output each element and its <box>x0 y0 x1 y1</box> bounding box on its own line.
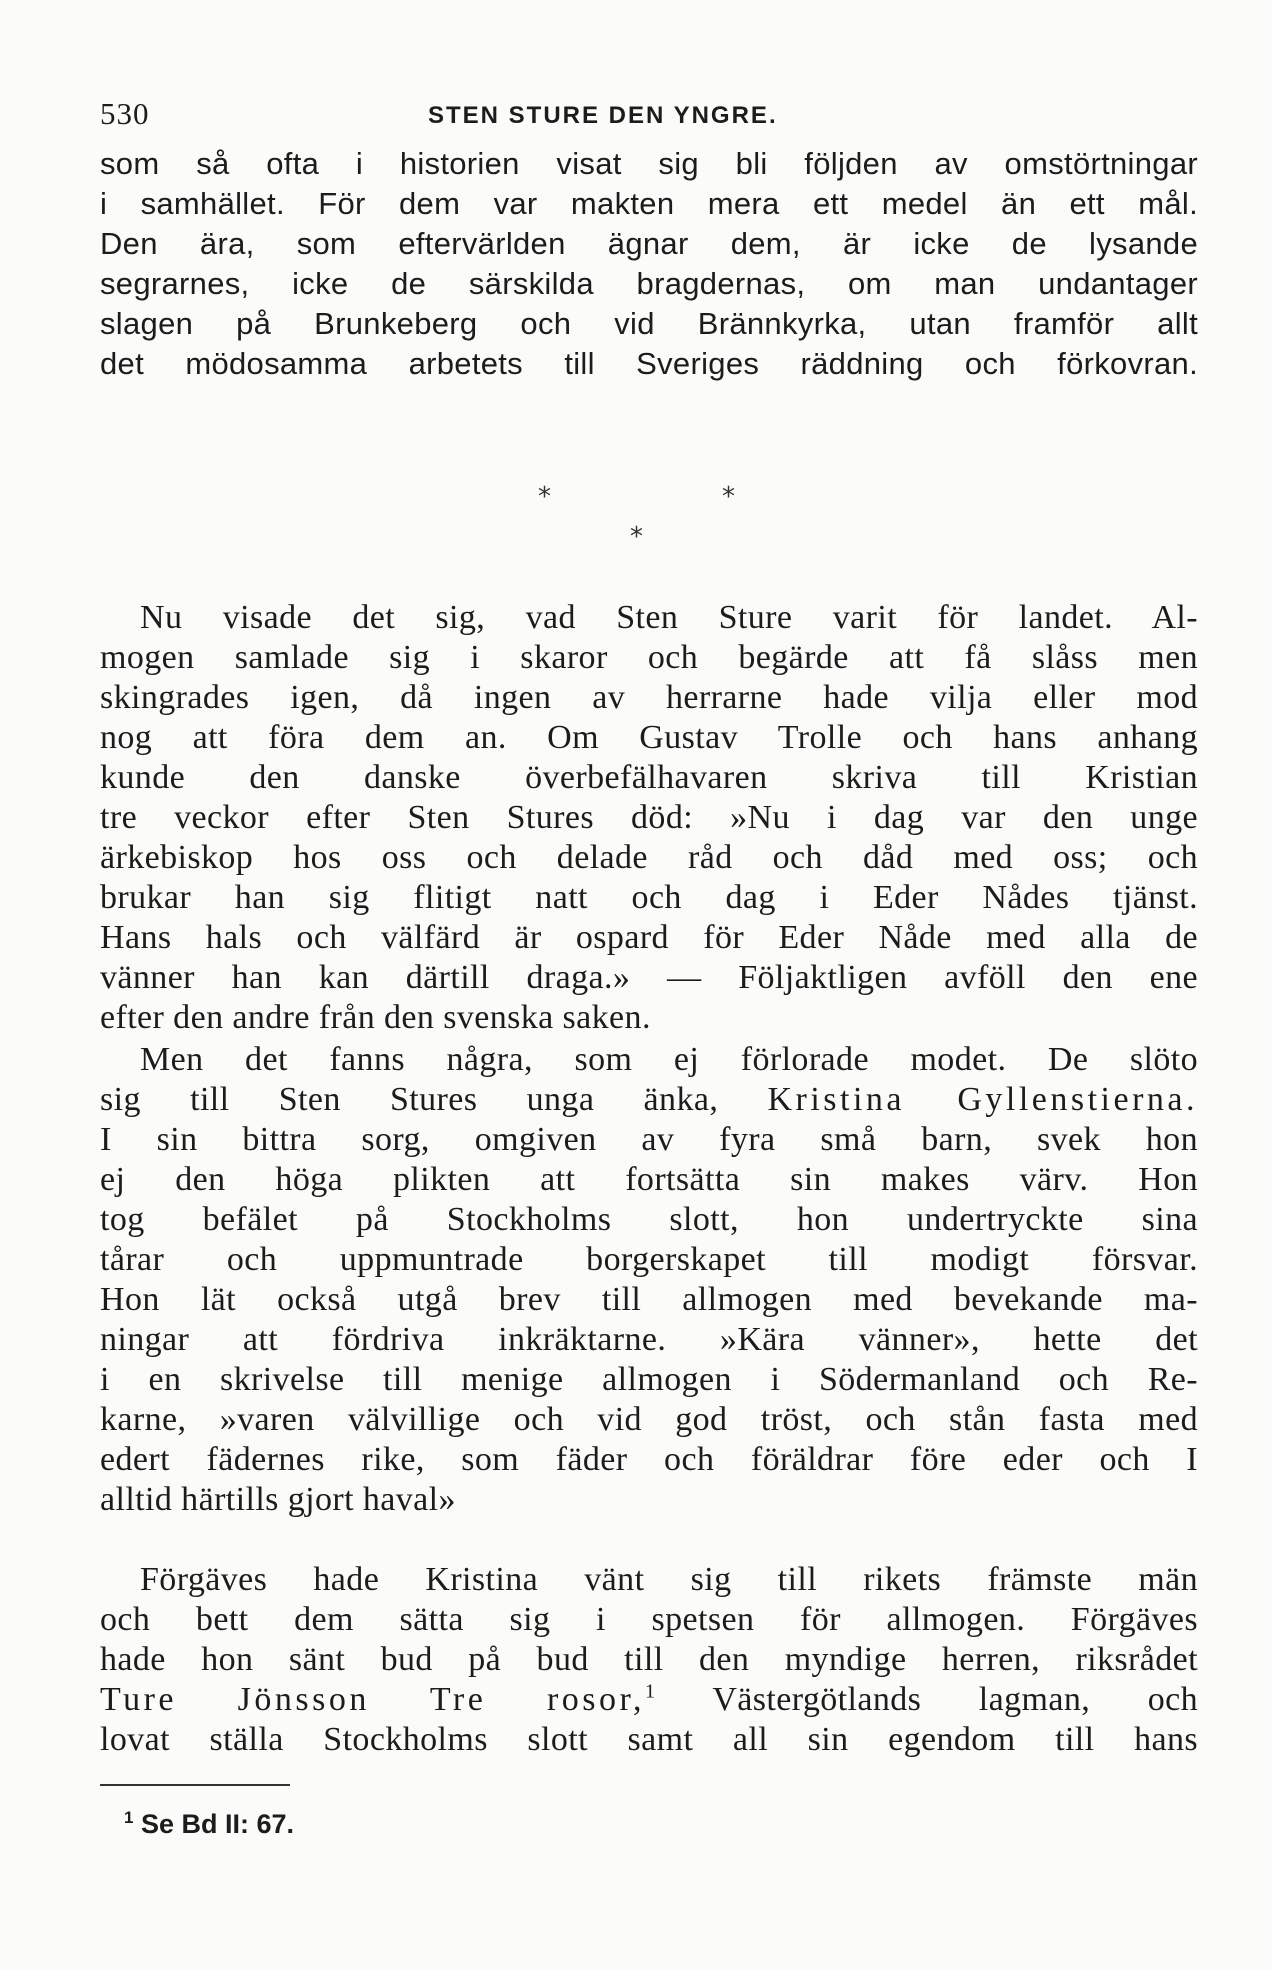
text-line: tog befälet på Stockholms slott, hon undertryckte sina <box>100 1201 1198 1238</box>
text-line: slagen på Brunkeberg och vid Brännkyrka, utan framför allt <box>100 306 1198 341</box>
text-line: brukar han sig flitigt natt och dag i Eder Nådes tjänst. <box>100 879 1198 916</box>
text-line: Den ära, som eftervärlden ägnar dem, är icke de lysande <box>100 226 1198 261</box>
text-line: Men det fanns några, som ej förlorade modet. De slöto <box>140 1041 1198 1078</box>
paragraph-1 <box>100 144 1198 384</box>
running-title: STEN STURE DEN YNGRE. <box>428 102 778 129</box>
footnote-marker: 1 <box>124 1808 134 1827</box>
text-line: ej den höga plikten att fortsätta sin makes värv. Hon <box>100 1161 1198 1198</box>
text-line: ningar att fördriva inkräktarne. »Kära vänner», hette det <box>100 1321 1198 1358</box>
text-line: I sin bittra sorg, omgiven av fyra små barn, svek hon <box>100 1121 1198 1158</box>
text-line: lovat ställa Stockholms slott samt all sin egendom till hans <box>100 1721 1198 1758</box>
text-line: i samhället. För dem var makten mera ett medel än ett mål. <box>100 186 1198 221</box>
text-line: som så ofta i historien visat sig bli följden av omstörtningar <box>100 146 1198 181</box>
text-line: segrarnes, icke de särskilda bragdernas, om man undantager <box>100 266 1198 301</box>
footnote-rule <box>100 1784 290 1786</box>
text-line: ärkebiskop hos oss och delade råd och dåd med oss; och <box>100 839 1198 876</box>
separator-star: * <box>630 522 643 552</box>
text-line: Förgäves hade Kristina vänt sig till rikets främste män <box>140 1561 1198 1598</box>
text-line: tårar och uppmuntrade borgerskapet till modigt försvar. <box>100 1241 1198 1278</box>
footnote-text: Se Bd II: 67. <box>133 1809 295 1839</box>
text-line: nog att föra dem an. Om Gustav Trolle och hans anhang <box>100 719 1198 756</box>
text-line <box>100 1680 1198 1720</box>
text-line: Nu visade det sig, vad Sten Sture varit för landet. Al- <box>140 599 1198 636</box>
paragraph-3 <box>100 1040 1198 1520</box>
person-name: Ture Jönsson Tre rosor, <box>100 1681 645 1718</box>
text-run: Västergötlands lagman, och <box>655 1681 1198 1718</box>
text-line: i en skrivelse till menige allmogen i Södermanland och Re- <box>100 1361 1198 1398</box>
separator-star: * <box>538 482 551 512</box>
text-line: tre veckor efter Sten Stures död: »Nu i dag var den unge <box>100 799 1198 836</box>
text-line: skingrades igen, då ingen av herrarne hade vilja eller mod <box>100 679 1198 716</box>
text-line: edert fädernes rike, som fäder och föräldrar före eder och I <box>100 1441 1198 1478</box>
separator-star: * <box>722 482 735 512</box>
text-line: Hon lät också utgå brev till allmogen med bevekande ma- <box>100 1281 1198 1318</box>
text-line: det mödosamma arbetets till Sveriges räddning och förkovran. <box>100 346 1198 381</box>
text-line: mogen samlade sig i skaror och begärde att få slåss men <box>100 639 1198 676</box>
page-number: 530 <box>100 96 150 131</box>
footnote <box>124 1808 294 1840</box>
text-run: sig till Sten Stures unga änka, <box>100 1081 768 1118</box>
text-line <box>100 1080 1198 1120</box>
text-line: kunde den danske överbefälhavaren skriva till Kristian <box>100 759 1198 796</box>
text-line: hade hon sänt bud på bud till den myndige herren, riksrådet <box>100 1641 1198 1678</box>
paragraph-4 <box>100 1560 1198 1760</box>
person-name: Kristina Gyllenstierna. <box>767 1081 1199 1118</box>
running-header <box>0 96 1272 136</box>
text-line: alltid härtills gjort haval» <box>100 1481 456 1518</box>
text-line: Hans hals och välfärd är ospard för Eder Nåde med alla de <box>100 919 1198 956</box>
paragraph-2 <box>100 598 1198 1040</box>
text-line: efter den andre från den svenska saken. <box>100 999 651 1036</box>
text-line: karne, »varen välvillige och vid god tröst, och stån fasta med <box>100 1401 1198 1438</box>
footnote-reference: 1 <box>644 1680 656 1703</box>
text-line: vänner han kan därtill draga.» — Följaktligen avföll den ene <box>100 959 1198 996</box>
text-line: och bett dem sätta sig i spetsen för allmogen. Förgäves <box>100 1601 1198 1638</box>
